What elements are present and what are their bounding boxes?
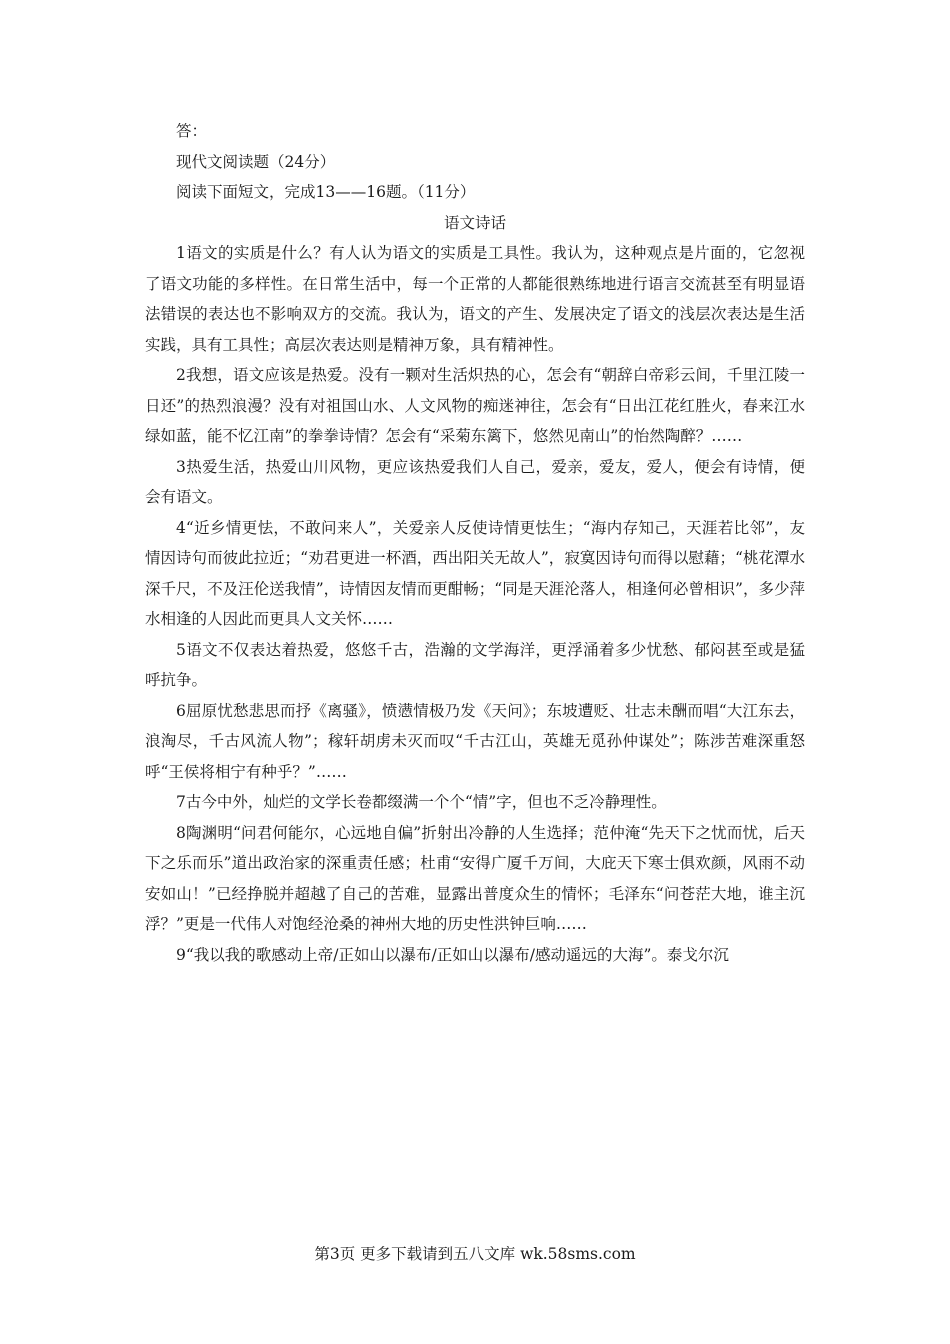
page-footer: 第3页 更多下载请到五八文库 wk.58sms.com bbox=[314, 1245, 636, 1263]
paragraph-1: 1语文的实质是什么？有人认为语文的实质是工具性。我认为，这种观点是片面的，它忽视了语文功能的多样性。在日常生活中，每一个正常的人都能很熟练地进行语言交流甚至有明显语法错误的表达也不影响双方的交流。我认为，语文的产生、发展决定了语文的浅层次表达是生活实践，具有工具性；高层次表达则是精神万象，具有精神性。 bbox=[145, 244, 805, 354]
article-title: 语文诗话 bbox=[443, 213, 506, 232]
paragraph-4: 4“近乡情更怯，不敢问来人”，关爱亲人反使诗情更怯生；“海内存知己，天涯若比邻”，友情因诗句而彼此拉近；“劝君更进一杯酒，西出阳关无故人”，寂寞因诗句而得以慰藉；“桃花潭水深千尺，不及汪伦送我情”，诗情因友情而更酣畅；“同是天涯沦落人，相逢何必曾相识”，多少萍水相逢的人因此而更具人文关怀…… bbox=[145, 518, 805, 628]
instruction-text: 阅读下面短文，完成13——16题。（11分） bbox=[176, 183, 476, 201]
document-page bbox=[145, 116, 805, 970]
paragraph-2: 2我想，语文应该是热爱。没有一颗对生活炽热的心，怎会有“朝辞白帝彩云间，千里江陵一日还”的热烈浪漫？没有对祖国山水、人文风物的痴迷神往，怎会有“日出江花红胜火，春来江水绿如蓝，能不忆江南”的拳拳诗情？怎会有“采菊东篱下，悠然见南山”的怡然陶醉？…… bbox=[145, 366, 805, 445]
paragraph-7: 7古今中外，灿烂的文学长卷都缀满一个个“情”字，但也不乏冷静理性。 bbox=[176, 793, 667, 811]
section-title: 现代文阅读题（24分） bbox=[176, 152, 336, 171]
paragraph-9: 9“我以我的歌感动上帝/正如山以瀑布/正如山以瀑布/感动遥远的大海”。泰戈尔沉 bbox=[176, 945, 729, 964]
paragraph-8: 8陶渊明“问君何能尔，心远地自偏”折射出冷静的人生选择；范仲淹“先天下之忧而忧，后天下之乐而乐”道出政治家的深重责任感；杜甫“安得广厦千万间，大庇天下寒士俱欢颜，风雨不动安如山！”已经挣脱并超越了自己的苦难，显露出普度众生的情怀；毛泽东“问苍茫大地，谁主沉浮？”更是一代伟人对饱经沧桑的神州大地的历史性洪钟巨响…… bbox=[145, 823, 805, 933]
paragraph-6: 6屈原忧愁悲思而抒《离骚》，愤懑情极乃发《天问》；东坡遭贬、壮志未酬而唱“大江东去，浪淘尽，千古风流人物”；稼轩胡虏未灭而叹“千古江山，英雄无觅孙仲谋处”；陈涉苦难深重怒呼“王侯将相宁有种乎？”…… bbox=[145, 701, 805, 781]
paragraph-3: 3热爱生活，热爱山川风物，更应该热爱我们人自己，爱亲，爱友，爱人，便会有诗情，便会有语文。 bbox=[145, 457, 805, 506]
answer-label: 答： bbox=[176, 122, 208, 140]
paragraph-5: 5语文不仅表达着热爱，悠悠千古，浩瀚的文学海洋，更浮涌着多少忧愁、郁闷甚至或是猛呼抗争。 bbox=[145, 640, 805, 689]
